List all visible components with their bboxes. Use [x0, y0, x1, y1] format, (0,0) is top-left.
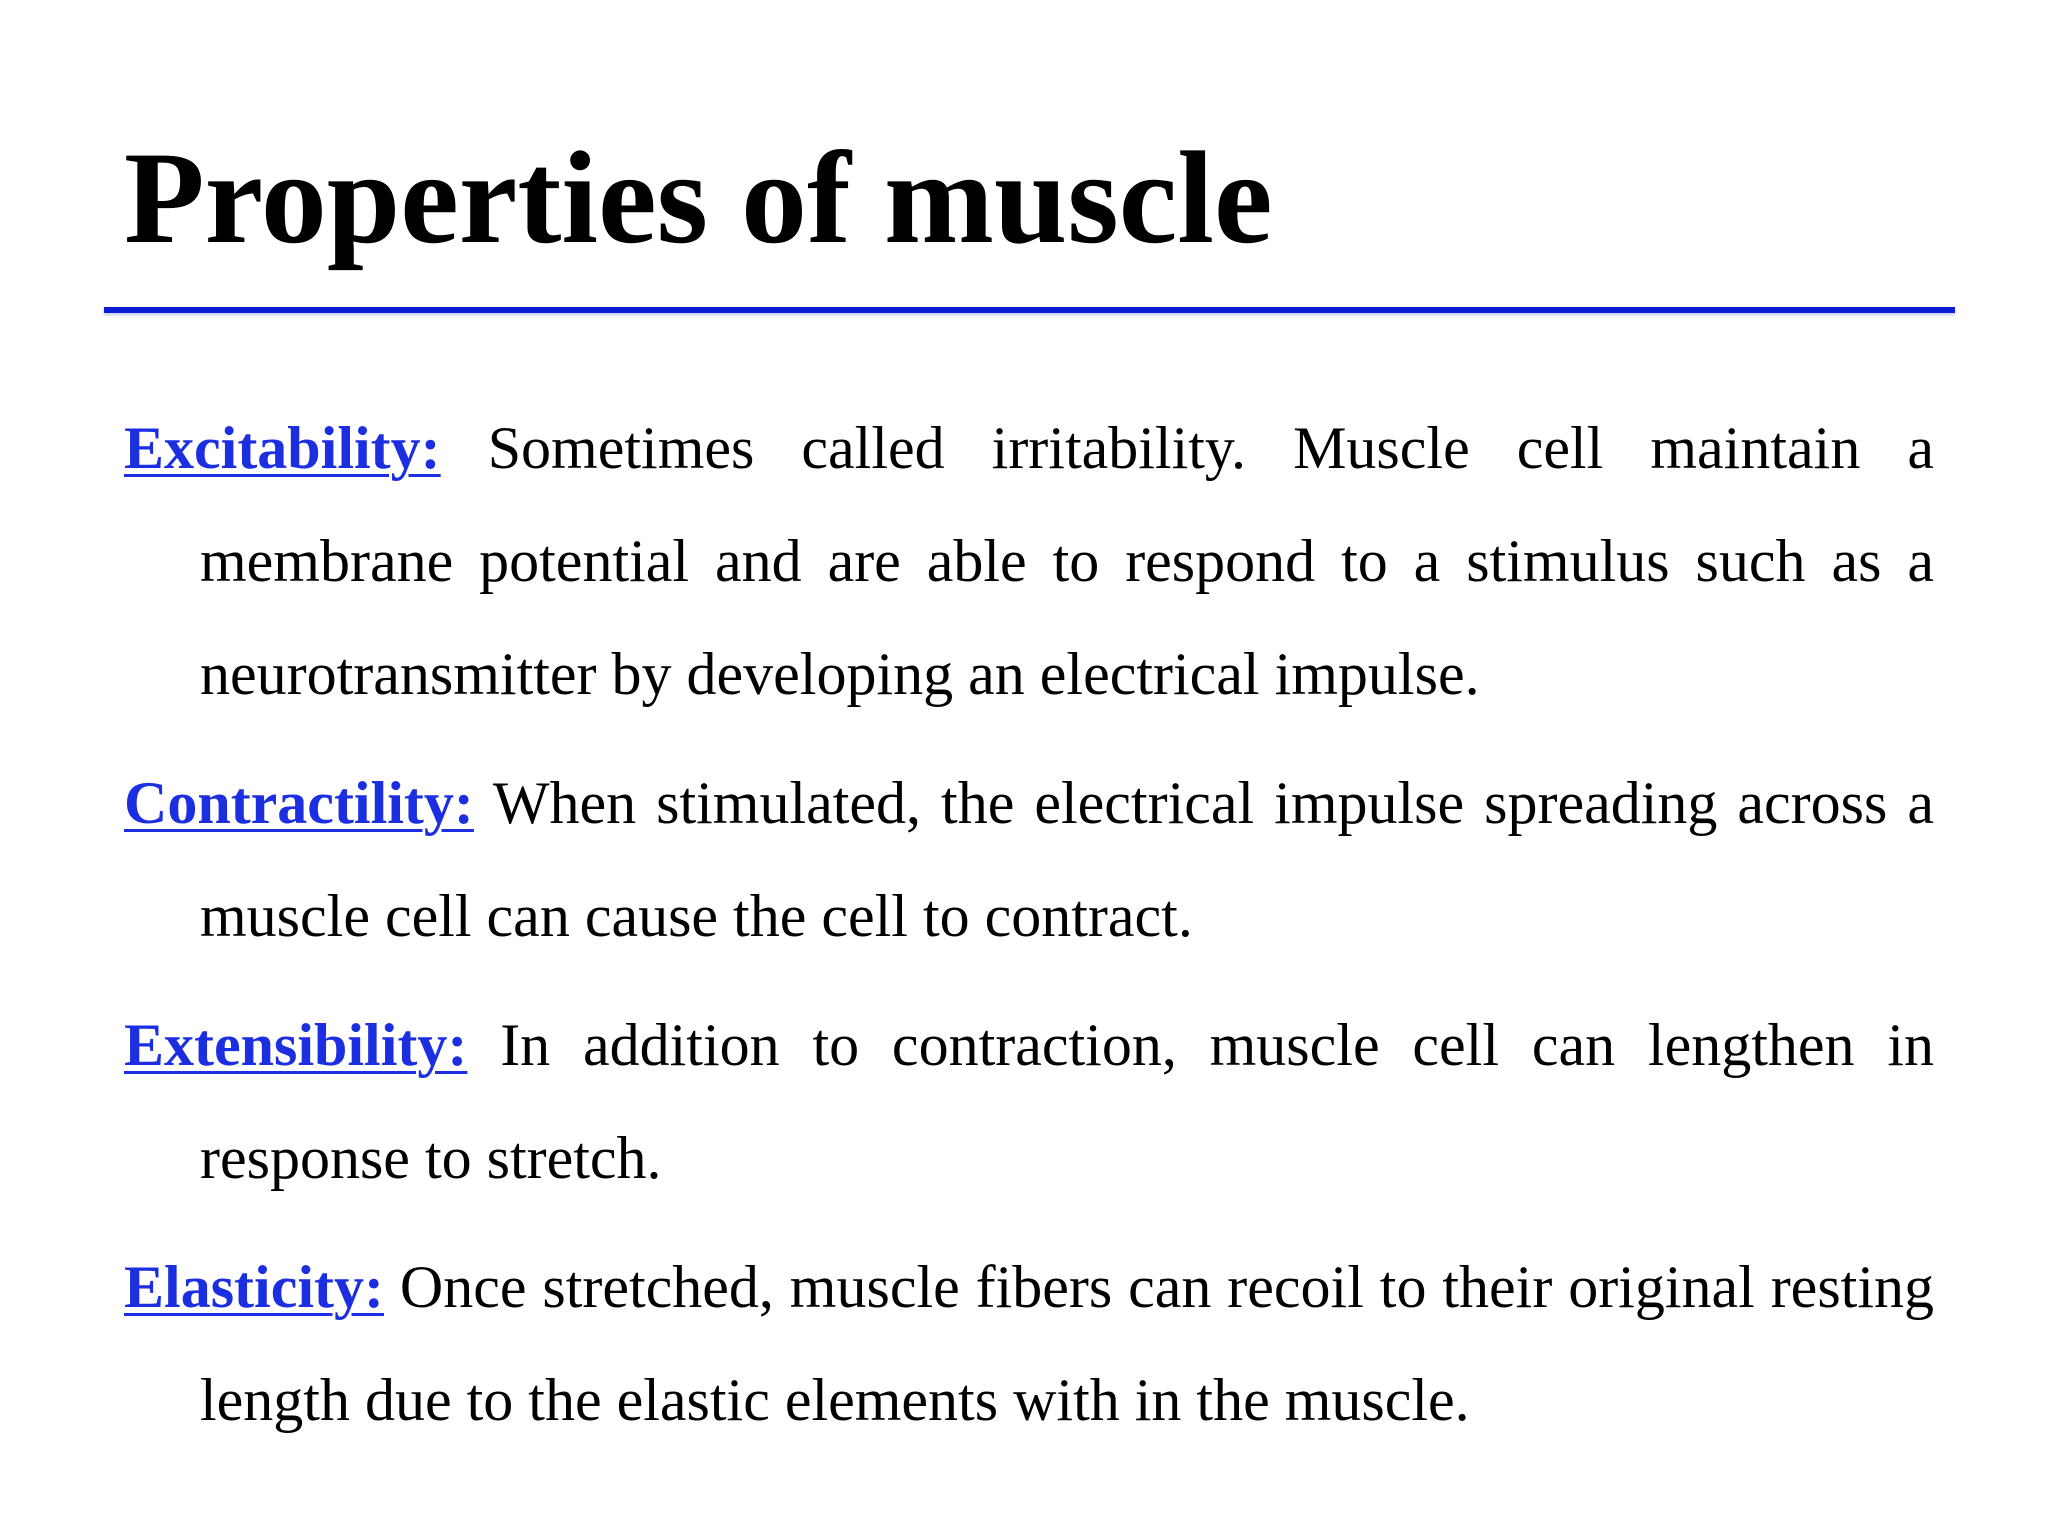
property-extensibility [124, 989, 1934, 1215]
properties-list [124, 392, 1934, 1473]
term-extensibility: Extensibility: [124, 1012, 468, 1078]
description-extensibility: In addition to contraction, muscle cell can lengthen in response to stretch. [200, 1012, 1935, 1191]
term-elasticity: Elasticity: [124, 1254, 384, 1320]
property-elasticity [124, 1231, 1934, 1457]
description-excitability: Sometimes called irritability. Muscle cell maintain a membrane potential and are able to respond to a stimulus such as a neurotransmitter by developing an electrical impulse. [200, 415, 1934, 707]
description-elasticity: Once stretched, muscle fibers can recoil to their original resting length due to the elastic elements with in the muscle. [200, 1254, 1935, 1433]
slide-title: Properties of muscle [124, 124, 1273, 271]
property-contractility [124, 747, 1934, 973]
property-excitability [124, 392, 1934, 731]
term-excitability: Excitability: [124, 415, 441, 481]
term-contractility: Contractility: [124, 770, 474, 836]
title-divider [104, 307, 1955, 313]
description-contractility: When stimulated, the electrical impulse spreading across a muscle cell can cause the cell to contract. [200, 770, 1934, 949]
